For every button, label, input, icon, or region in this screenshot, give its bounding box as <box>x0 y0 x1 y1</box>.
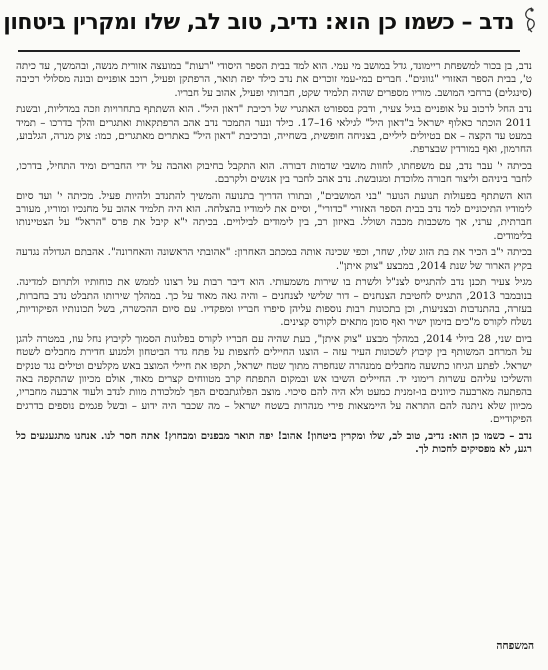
paragraph: ביום שני, 28 ביולי 2014, במהלך מבצע "צוק איתן", בעת שהיה עם חבריו לקורס בפלוגות הסמוך לקיבוץ נחל עוז, במטרה להגן על המרחב המשותף בין קיבוץ לשכונות העיר עזה – הוצגו החיילים לחצפות על פתח גדר הביטחון ולמנוע חדירת מחבלים לשטח ישראל. לפתע הגיחו כתשעה מחבלים ממנהרה שנחפרה מתוך שטח ישראל, תקפו את חיילי המוצב באש מקלעים וטילים נגד טנקים והשליכו עליהם עשרות רימוני יד. החיילים השיבו אש ובמקום התפתח קרב מטווחים קצרים מאוד, אולם מכיוון שהתקפה באה בהפתעה מארבעה כיוונים בו-זמנית כמעט ולא היה להם סיכוי. מוצב הפלוגתבסים הפך למלכודת מוות לנדב ולעוד ארבעה מחבריו, מכיוון שלא ניתנה להם התראה על היימצאות פירי מנהרות בשטח ישראל – מה שכבר היה ידוע – ובשל פגמים נוספים בדרגים הפיקודיים. <box>16 332 532 426</box>
paragraph: הוא השתתף בפעולות תנועת הנוער "בני המושבים", ובתורו הדריך בתנועה והמשיך להתנדב ולהיות פעיל. מכיתה י' ועד סיום לימודיו התיכוניים למד נדב בבית הספר האזורי "כדורי", וסיים את לימודיו בהצלחה. הוא היה תלמיד אהוב על מחנכיו ומוריו, מעורב חברתית, ערני, אך משכבות מכבה ושולל. באיזון רב, בין לימודים לבילויים. בכיתה י"א קיבל את פרס "הראל" על הצטיינותו בלימודים. <box>16 189 532 242</box>
paragraph: בכיתה י"ב הכיר את בת הזוג שלו, שחר, וכפי שכינה אותה במכתב האחרון: "אהובתי הראשונה והאחרונה". אהבתם הגדולה נגדעה בקיץ הארור של שנת 2014, במבצע "צוק איתן". <box>16 246 532 272</box>
article-body <box>16 60 532 459</box>
paragraph: מגיל צעיר תכנן נדב להתגייס לצנ"ל ולשרת בו שירות משמעותי. הוא דיבר רבות על רצונו לממש את כוחותיו ולתרום למדינה. בנובמבר 2013, התגייס לחטיבת הצנחנים – דור שלישי לצנחנים – והיה גאה מאוד על כך. במהלך שירותו התבלט נדב בחברות, בעזרה, בהתנדבות ובצניעות, וכן בתכונות רבות נוספות עליהן סיפרו חבריו ומפקדיו. עם סיום ההכשרה, בשל תכונותיו הפיקודיות, נשלח לקורס מ"כים בזימון ישיר ואף סומן מתאים לקורס קצינים. <box>16 276 533 329</box>
page-title: נדב – כשמו כן הוא: נדיב, טוב לב, שלו ומקרין ביטחון <box>3 10 514 35</box>
paragraph: נדב החל לרכוב על אופניים בגיל צעיר, ודבק בספורט האתגרי של רכיבת "דאון היל". הוא השתתף בתחרויות וזכה במדליות, ובשנת 2011 הוכתר כאלוף ישראל ב"דאון היל" לגילאי 16–17. כילד ונער התמכר נדב אהב הרפתקאות ואתגרים והלך בדרכו – תמיד במעט עד הקצה – אם בטיולים ליליים, בצניחה חופשית, בשחייה, וברכיבת "דאון היל" באתרים מאתגרים, כמו: צוק מנרה, הגלבוע, החרמון, ואף במורדין שבצרפת. <box>16 103 532 156</box>
paragraph: נדב, בן בכור למשפחת ריימונד, גדל במושב מי עמי. הוא למד בבית הספר היסודי "רעות" במועצה אזורית מנשה, ובהמשך, עד כיתה ט', בבית הספר האזורי "גוונים". חברים במי-עמי זוכרים את נדב כילד יפה תואר, הרפתקן ופעיל, רוכב אופניים ובונה מסלולי רכיבה (סינגלים) ברחבי המושב. מוריו מספרים שהיה תלמיד שקט, חברותי ופעיל, אהוב על חבריו. <box>16 60 532 99</box>
header <box>3 6 540 56</box>
title-divider <box>18 50 520 52</box>
closing-paragraph: נדב – כשמו כן הוא: נדיב, טוב לב, שלו ומקרין ביטחון! אהוב! יפה תואר מבפנים ומבחוץ! אתה חסר לנו. אנחנו מתגעגעים כל רגע, לא מפסיקים לחכות לך. <box>16 429 532 455</box>
signature: המשפחה <box>496 640 534 652</box>
ornament-icon <box>518 6 540 36</box>
paragraph: בכיתה י' עבר נדב, עם משפחתו, לחוות מושבי שדמות דבורה. הוא התקבל בחיבוק ואהבה על ידי החברים ומיד התחיל, בדרכו, לחבר ביניהם וליצור חבורה מלוכדת ומגובשת. נדב אהב לחבר בין אנשים ולקרבם. <box>16 159 532 186</box>
